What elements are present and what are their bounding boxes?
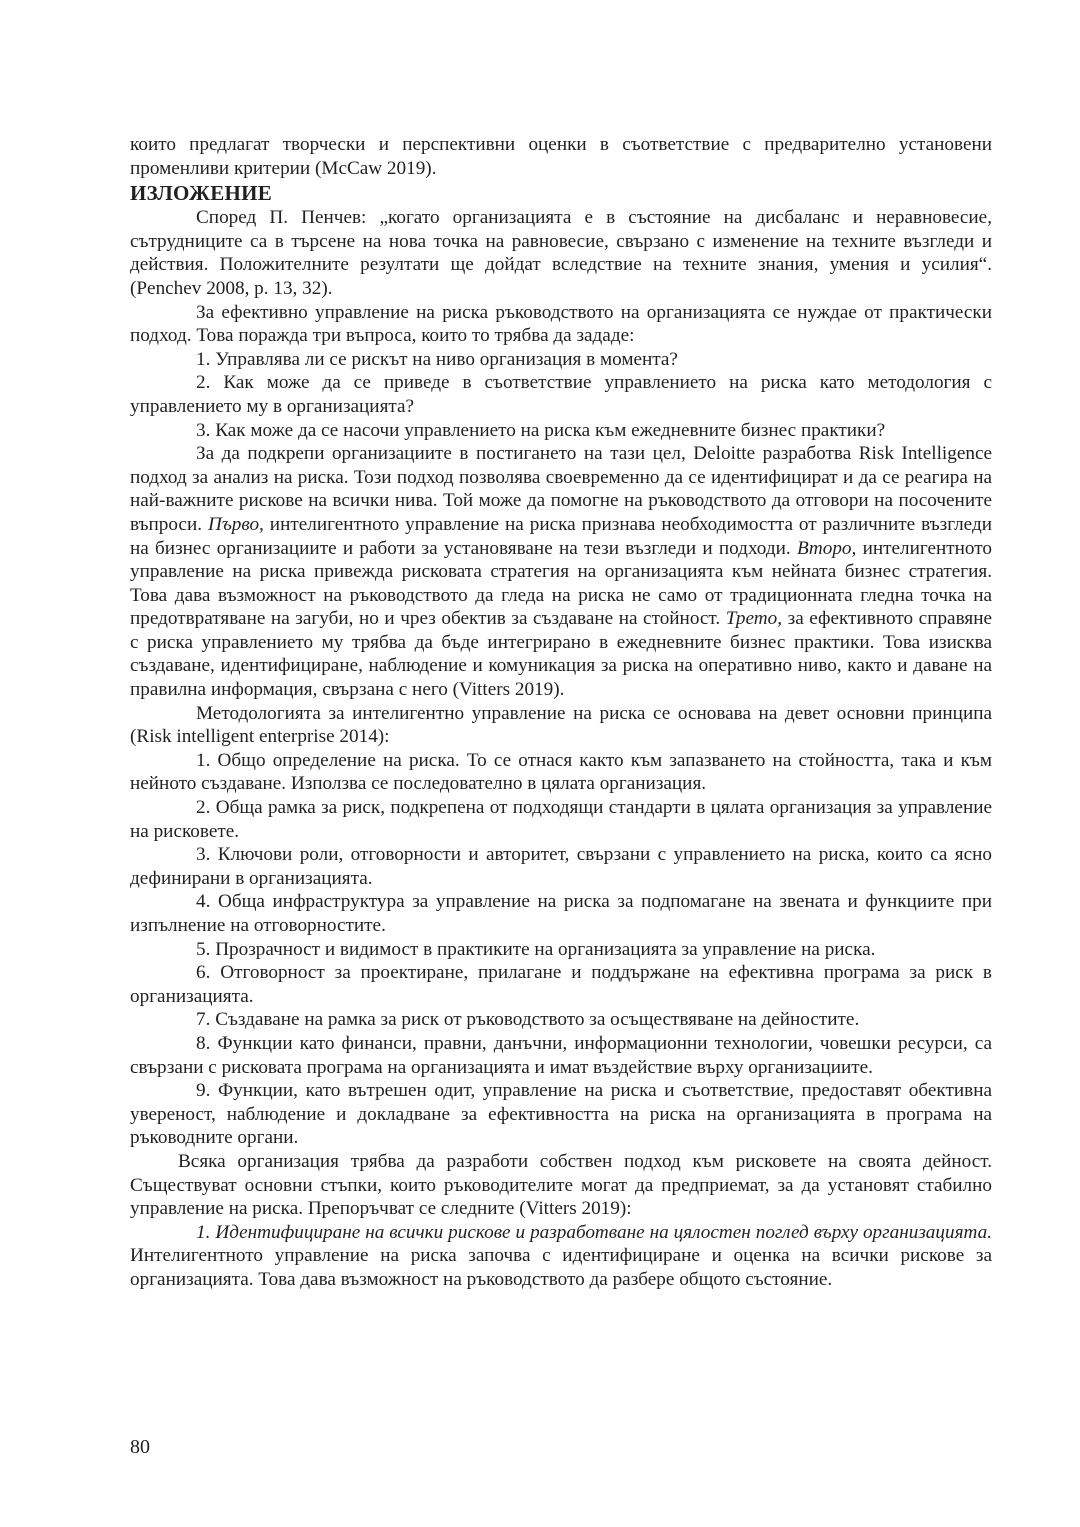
page-body [130,133,992,1292]
principle-item: 4. Обща инфраструктура за управление на риска за подпомагане на звената и функциите при изпълнение на отговорностите. [130,891,992,936]
question-2: 2. Как може да се приведе в съответствие управлението на риска като методология с управлението му в организацията? [130,372,992,417]
paragraph-deloitte [130,442,992,702]
emphasis-third: Трето, [725,608,783,630]
page-number: 80 [130,1436,150,1458]
deloitte-text-a: За да подкрепи организациите в постигането на тази цел, Deloitte разработва Risk Intelligence подход за анализ на риска. Този подход позволява своевременно да се идентифицират и да се реагира на най-важните рискове на всички нива. Той може да помогне на ръководството да отговори на посочените въпроси. [130,443,992,535]
paragraph-practical-approach: За ефективно управление на риска ръководството на организацията се нуждае от практически подход. Това поражда три въпроса, които то трябва да зададе: [130,301,992,347]
paragraph-penchev: Според П. Пенчев: „когато организацията е в състояние на дисбаланс и неравновесие, сътрудниците са в търсене на нова точка на равновесие, свързано с изменение на техните възгледи и действия. Положителните резултати ще дойдат вследствие на техните знания, умения и усилия“. (Penchev 2008, p. 13, 32). [130,207,992,299]
step-1-text: Интелигентното управление на риска започва с идентифициране и оценка на всички рискове за организацията. Това дава възможност на ръководството да разбере общото състояние. [130,1245,992,1290]
step-1-paragraph [130,1221,992,1292]
question-1: 1. Управлява ли се рискът на ниво организация в момента? [196,348,678,370]
principle-item: 2. Обща рамка за риск, подкрепена от подходящи стандарти в цялата организация за управление на рисковете. [130,797,992,842]
question-3: 3. Как може да се насочи управлението на риска към ежедневните бизнес практики? [196,419,886,441]
principle-item: 7. Създаване на рамка за риск от ръководството за осъществяване на дейностите. [196,1009,860,1031]
principle-item: 1. Общо определение на риска. То се отнася както към запазването на стойността, така и към нейното създаване. Използва се последователно в цялата организация. [130,749,992,795]
emphasis-first: Първо, [207,513,264,535]
principle-item: 3. Ключови роли, отговорности и авторитет, свързани с управлението на риска, които са ясно дефинирани в организацията. [130,844,992,889]
deloitte-text-b: интелигентното управление на риска признава необходимостта от различните възгледи на бизнес организациите и работи за установяване на тези възгледи и подходи. [130,513,992,559]
principle-item: 8. Функции като финанси, правни, данъчни, информационни технологии, човешки ресурси, са свързани с рисковата програма на организацията и имат въздействие върху организациите. [130,1032,992,1078]
deloitte-text-d: за ефективното справяне с риска управлението му трябва да бъде интегрирано в ежедневните бизнес практики. Това изисква създаване, идентифициране, наблюдение и комуникация за риска на оперативно ниво, както и даване на правилна информация, свързана с него (Vitters 2019). [130,608,992,701]
section-heading: ИЗЛОЖЕНИЕ [130,181,273,206]
paragraph-own-approach: Всяка организация трябва да разработи собствен подход към рисковете на своята дейност. Съществуват основни стъпки, които ръководителите могат да предприемат, за да установят стабилно управление на риска. Препоръчват се следните (Vitters 2019): [130,1150,992,1220]
principle-item: 9. Функции, като вътрешен одит, управление на риска и съответствие, предоставят обективна увереност, наблюдение и докладване за ефективността на риска на организацията в програма на ръководните органи. [130,1080,992,1149]
principle-item: 5. Прозрачност и видимост в практиките на организацията за управление на риска. [196,938,876,960]
principle-item: 6. Отговорност за проектиране, прилагане и поддържане на ефективна програма за риск в организацията. [130,962,992,1007]
emphasis-second: Второ, [796,537,857,559]
deloitte-text-c: интелигентното управление на риска привежда рисковата стратегия на организацията към нейната бизнес стратегия. Това дава възможност на ръководството да гледа на риска не само от традиционната гледна точка на предотвратяване на загуби, но и чрез обектив за създаване на стойност. [130,537,992,630]
step-1-title: 1. Идентифициране на всички рискове и разработване на цялостен поглед върху организацията. [196,1221,992,1243]
intro-paragraph: които предлагат творчески и перспективни оценки в съответствие с предварително установени променливи критерии (McCaw 2019). [130,134,992,179]
paragraph-methodology: Методологията за интелигентно управление на риска се основава на девет основни принципа (Risk intelligent enterprise 2014): [130,702,992,748]
